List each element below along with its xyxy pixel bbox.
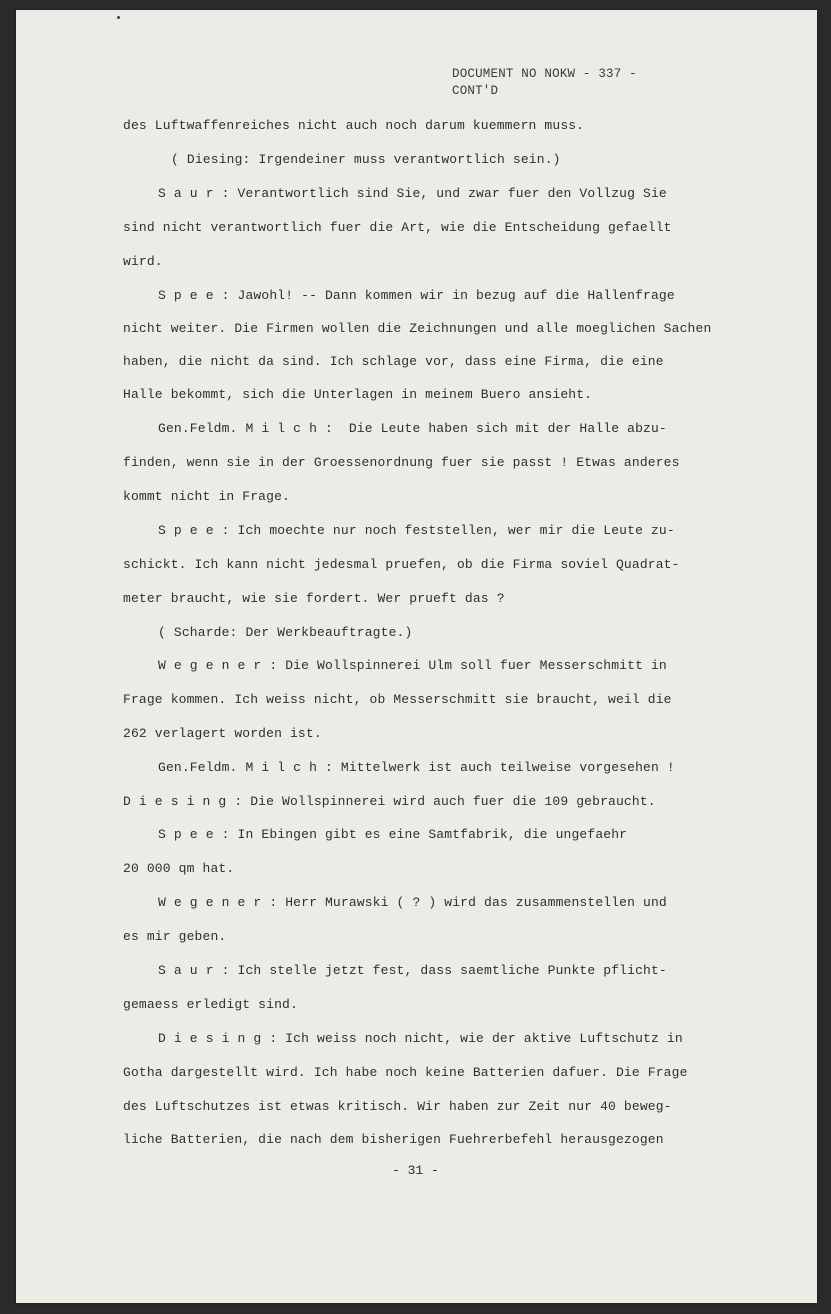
document-header xyxy=(452,66,637,100)
text-line: liche Batterien, die nach dem bisherigen Fuehrerbefehl herausgezogen xyxy=(123,1132,664,1147)
text-line: des Luftwaffenreiches nicht auch noch darum kuemmern muss. xyxy=(123,118,585,133)
text-line: ( Diesing: Irgendeiner muss verantwortlich sein.) xyxy=(171,152,561,167)
text-line: S p e e : Ich moechte nur noch feststellen, wer mir die Leute zu- xyxy=(158,523,675,538)
text-line: sind nicht verantwortlich fuer die Art, wie die Entscheidung gefaellt xyxy=(123,220,672,235)
header-continued: CONT'D xyxy=(452,84,499,98)
text-line: S a u r : Verantwortlich sind Sie, und zwar fuer den Vollzug Sie xyxy=(158,186,667,201)
text-line: wird. xyxy=(123,254,163,269)
text-line: S p e e : In Ebingen gibt es eine Samtfabrik, die ungefaehr xyxy=(158,827,628,842)
text-line: 262 verlagert worden ist. xyxy=(123,726,322,741)
text-line: gemaess erledigt sind. xyxy=(123,997,298,1012)
text-line: ( Scharde: Der Werkbeauftragte.) xyxy=(158,625,413,640)
text-line: D i e s i n g : Die Wollspinnerei wird auch fuer die 109 gebraucht. xyxy=(123,794,656,809)
page-number: - 31 - xyxy=(392,1163,439,1178)
text-line: des Luftschutzes ist etwas kritisch. Wir haben zur Zeit nur 40 beweg- xyxy=(123,1099,672,1114)
text-line: haben, die nicht da sind. Ich schlage vor, dass eine Firma, die eine xyxy=(123,354,664,369)
text-line: finden, wenn sie in der Groessenordnung fuer sie passt ! Etwas anderes xyxy=(123,455,680,470)
text-line: Gen.Feldm. M i l c h : Mittelwerk ist auch teilweise vorgesehen ! xyxy=(158,760,675,775)
text-line: meter braucht, wie sie fordert. Wer prueft das ? xyxy=(123,591,505,606)
text-line: nicht weiter. Die Firmen wollen die Zeichnungen und alle moeglichen Sachen xyxy=(123,321,712,336)
text-line: kommt nicht in Frage. xyxy=(123,489,290,504)
header-document-number: DOCUMENT NO NOKW - 337 - xyxy=(452,67,637,81)
text-line: S p e e : Jawohl! -- Dann kommen wir in bezug auf die Hallenfrage xyxy=(158,288,675,303)
text-line: W e g e n e r : Die Wollspinnerei Ulm soll fuer Messerschmitt in xyxy=(158,658,667,673)
text-line: Gotha dargestellt wird. Ich habe noch keine Batterien dafuer. Die Frage xyxy=(123,1065,688,1080)
text-line: S a u r : Ich stelle jetzt fest, dass saemtliche Punkte pflicht- xyxy=(158,963,667,978)
text-line: es mir geben. xyxy=(123,929,227,944)
text-line: schickt. Ich kann nicht jedesmal pruefen, ob die Firma soviel Quadrat- xyxy=(123,557,680,572)
text-line: 20 000 qm hat. xyxy=(123,861,235,876)
text-line: Frage kommen. Ich weiss nicht, ob Messerschmitt sie braucht, weil die xyxy=(123,692,672,707)
text-line: Halle bekommt, sich die Unterlagen in meinem Buero ansieht. xyxy=(123,387,593,402)
text-line: D i e s i n g : Ich weiss noch nicht, wie der aktive Luftschutz in xyxy=(158,1031,683,1046)
ink-speck xyxy=(117,16,120,19)
document-page xyxy=(16,10,817,1303)
text-line: W e g e n e r : Herr Murawski ( ? ) wird das zusammenstellen und xyxy=(158,895,667,910)
text-line: Gen.Feldm. M i l c h : Die Leute haben sich mit der Halle abzu- xyxy=(158,421,667,436)
